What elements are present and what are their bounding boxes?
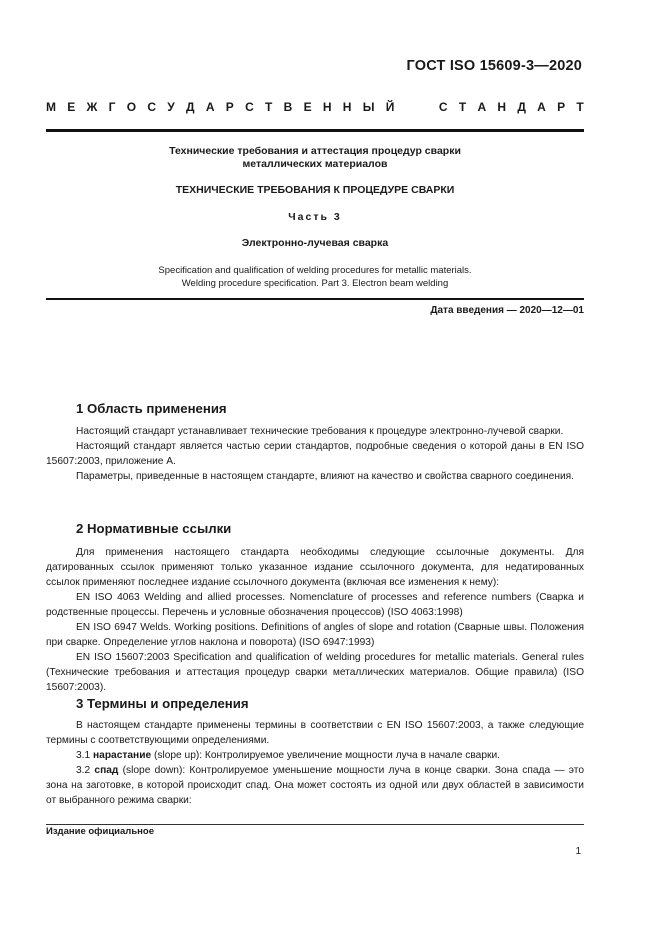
banner-letter: Ж [86, 100, 98, 114]
section-1-paragraph: Настоящий стандарт устанавливает технические требования к процедуре электронно-лучевой сварки. [76, 426, 564, 437]
banner-letter: В [283, 100, 293, 114]
definition-term: спад [94, 765, 119, 776]
title-en-line2: Welding procedure specification. Part 3. Electron beam welding [181, 278, 449, 289]
banner-letter: Т [576, 100, 584, 114]
reference-entry: EN ISO 15607:2003 Specification and qualification of welding procedures for metallic materials. General rules (Технические требования и аттестация процедур сварки металлических материалов. Общие правила) (ISO 15607:2003). [46, 652, 584, 693]
banner-letter: О [126, 100, 137, 114]
title-en-line1: Specification and qualification of welding procedures for metallic materials. [158, 265, 472, 276]
reference-entry: EN ISO 4063 Welding and allied processes. Nomenclature of processes and reference numbers (Сварка и родственные процессы. Перечень и условные обозначения процессов) (ISO 4063:1998) [46, 592, 584, 618]
banner-letter: А [477, 100, 487, 114]
official-edition-label: Издание официальное [46, 826, 154, 837]
banner-letter: Н [322, 100, 332, 114]
banner-letter: Т [265, 100, 273, 114]
section-3-heading: 3 Термины и определения [76, 696, 249, 711]
banner-letter: А [537, 100, 546, 114]
section-3-body [46, 718, 584, 808]
definition-text: (slope down): Контролируемое уменьшение мощности луча в конце сварки. Зона спада — это зона на заготовке, в которой происходит спад. Она может состоять из одной или двух областей в зависимости от выбранного режима сварки: [46, 765, 584, 806]
section-2-body [46, 545, 584, 695]
section-2-paragraph: Для применения настоящего стандарта необходимы следующие ссылочные документы. Для датированных ссылок применяют только указанное издание ссылочного документа, для недатированных ссылок применяют последнее издание ссылочного документа (включая все изменения к нему): [46, 547, 584, 588]
banner-letter: С [438, 100, 448, 114]
banner-letter: Ы [362, 100, 375, 114]
banner-letter: С [245, 100, 254, 114]
section-1-paragraph: Параметры, приведенные в настоящем стандарте, влияют на качество и свойства сварного соединения. [76, 471, 575, 482]
banner-letter: Й [385, 100, 395, 114]
section-3-paragraph: В настоящем стандарте применены термины в соответствии с EN ISO 15607:2003, а также следующие термины с соответствующими определениями. [46, 720, 584, 746]
page-number: 1 [575, 846, 581, 857]
banner-letter: Н [497, 100, 507, 114]
footer-rule [46, 824, 584, 825]
definition-number: 3.2 [76, 765, 91, 776]
title-rule [46, 298, 584, 300]
banner-letter: Д [186, 100, 195, 114]
title-ru-line2: металлических материалов [242, 158, 388, 170]
part-label: Часть 3 [288, 211, 342, 223]
banner-letter: Д [517, 100, 526, 114]
reference-entry: EN ISO 6947 Welds. Working positions. Definitions of angles of slope and rotation (Сварные швы. Положения при сварке. Определение углов наклона и поворота) (ISO 6947:1993) [46, 622, 584, 648]
header-rule [46, 129, 584, 132]
definition-3-1 [46, 748, 584, 763]
definition-number: 3.1 [76, 750, 91, 761]
definition-3-2 [46, 763, 584, 808]
part-title: Электронно-лучевая сварка [241, 237, 389, 249]
banner-letter: М [46, 100, 56, 114]
definition-term: нарастание [93, 750, 152, 761]
subtitle: ТЕХНИЧЕСКИЕ ТРЕБОВАНИЯ К ПРОЦЕДУРЕ СВАРКИ [175, 184, 455, 196]
section-1-paragraph: Настоящий стандарт является частью серии стандартов, подробные сведения о которой даны в EN ISO 15607:2003, приложение А. [46, 441, 584, 467]
banner-letter: Т [458, 100, 467, 114]
section-2-heading: 2 Нормативные ссылки [76, 521, 232, 536]
banner-letter: Р [557, 100, 566, 114]
banner-letter: Е [67, 100, 76, 114]
date-of-introduction: Дата введения — 2020—12—01 [430, 305, 584, 316]
banner-letter: А [205, 100, 215, 114]
banner-word-gap [406, 100, 428, 114]
gost-number: ГОСТ ISO 15609-3—2020 [406, 58, 582, 74]
banner-letter: Н [342, 100, 352, 114]
definition-text: (slope up): Контролируемое увеличение мощности луча в начале сварки. [151, 750, 500, 761]
section-1-body [46, 424, 584, 484]
banner-letter: Р [225, 100, 234, 114]
banner-letter: Г [108, 100, 116, 114]
section-1-heading: 1 Область применения [76, 401, 227, 416]
banner-letter: Е [303, 100, 312, 114]
standard-type-banner [46, 100, 584, 114]
title-ru-line1: Технические требования и аттестация процедур сварки [169, 145, 461, 157]
banner-letter: У [167, 100, 175, 114]
banner-letter: С [147, 100, 157, 114]
